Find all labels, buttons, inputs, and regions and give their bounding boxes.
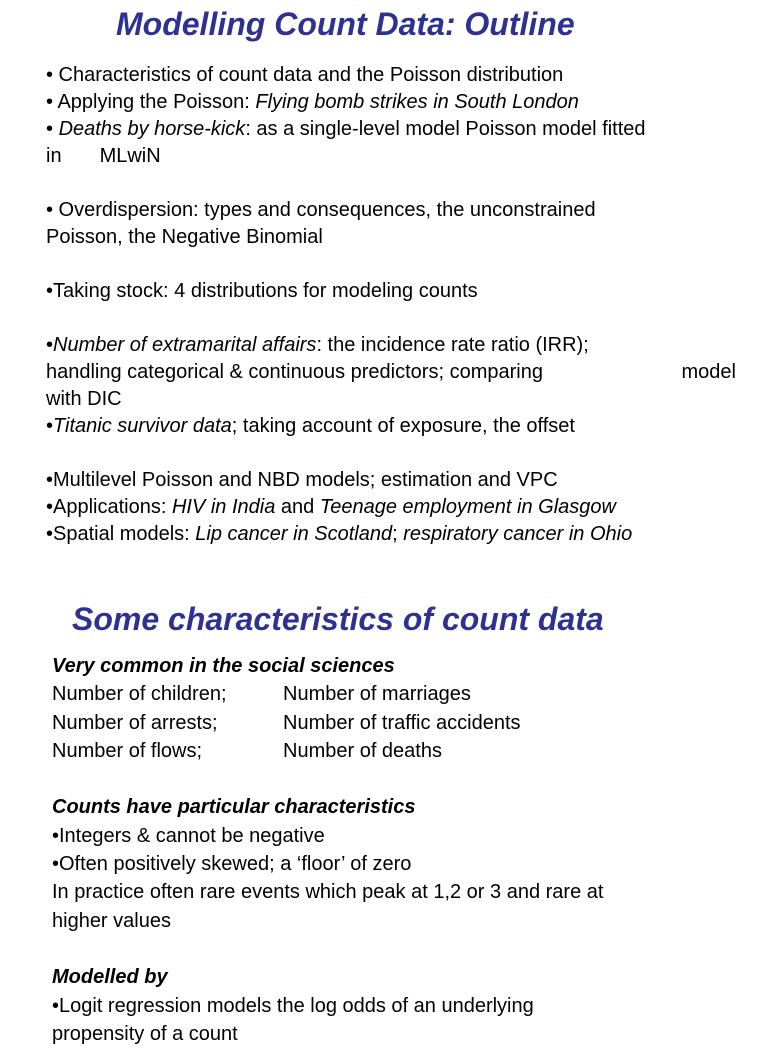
outline-item-bullet: •: [46, 415, 54, 437]
example-right: Number of deaths: [283, 739, 442, 762]
outline-item-example: HIV in India: [171, 496, 276, 518]
outline-item-text: with DIC: [46, 388, 122, 410]
outline-item-horse-kick: [46, 116, 736, 143]
practice-text-cont: higher values: [52, 909, 171, 932]
bullet-logit-cont: propensity of a count: [52, 1022, 238, 1045]
characteristics-title: Some characteristics of count data: [72, 601, 604, 637]
outline-item-text: ;: [392, 523, 404, 545]
outline-item-bullet: •: [46, 334, 54, 356]
outline-item-overdispersion-cont: [46, 224, 736, 251]
outline-item-example: respiratory cancer in Ohio: [403, 523, 633, 545]
outline-item-text: •Applications:: [46, 496, 172, 518]
outline-item-text: • Overdispersion: types and consequences, the unconstrained: [46, 199, 596, 221]
outline-item-text: •Spatial models:: [46, 523, 196, 545]
outline-item-text: and: [275, 496, 320, 518]
counts-heading: Counts have particular characteristics: [52, 796, 416, 819]
outline-item-multilevel: [46, 467, 736, 494]
example-row: [52, 737, 742, 765]
example-row: [52, 709, 742, 737]
outline-item-text: : as a single-level model Poisson model fitted: [245, 118, 646, 140]
outline-item-spatial: [46, 521, 736, 548]
outline-item-affairs: [46, 332, 736, 359]
outline-item-characteristics: [46, 62, 736, 89]
outline-item-text: Poisson, the Negative Binomial: [46, 226, 323, 248]
outline-item-text: MLwiN: [99, 145, 161, 167]
outline-item-text: in: [46, 145, 62, 167]
outline-item-text: model: [681, 361, 736, 383]
outline-item-text: •Multilevel Poisson and NBD models; estimation and VPC: [46, 469, 558, 491]
outline-item-example: Deaths by horse-kick: [58, 118, 246, 140]
outline-item-applying: [46, 89, 736, 116]
outline-item-example: Flying bomb strikes in South London: [255, 91, 579, 113]
common-heading: Very common in the social sciences: [52, 655, 395, 677]
outline-list: [46, 62, 736, 548]
bullet-logit: •Logit regression models the log odds of an underlying: [52, 994, 534, 1017]
outline-item-example: Teenage employment in Glasgow: [319, 496, 616, 518]
modelled-heading: Modelled by: [52, 966, 168, 989]
outline-item-example: Number of extramarital affairs: [53, 334, 317, 356]
outline-item-affairs-cont: [46, 359, 736, 386]
outline-item-horse-kick-cont: [46, 143, 736, 170]
practice-text: In practice often rare events which peak at 1,2 or 3 and rare at: [52, 881, 604, 904]
example-left: Number of flows;: [52, 739, 203, 762]
outline-item-text: ; taking account of exposure, the offset: [231, 415, 575, 437]
outline-item-text: •Taking stock: 4 distributions for modeling counts: [46, 280, 478, 302]
example-left: Number of children;: [52, 683, 227, 706]
bullet-skewed: •Often positively skewed; a ‘floor’ of zero: [52, 853, 412, 876]
bullet-integers: •Integers & cannot be negative: [52, 824, 325, 847]
characteristics-body: [52, 652, 742, 1048]
outline-item-bullet: •: [46, 118, 59, 140]
outline-item-applications: [46, 494, 736, 521]
outline-item-example: Titanic survivor data: [53, 415, 232, 437]
outline-item-titanic: [46, 413, 736, 440]
outline-item-text: • Applying the Poisson:: [46, 91, 256, 113]
example-left: Number of arrests;: [52, 711, 218, 734]
outline-item-text: : the incidence rate ratio (IRR);: [316, 334, 589, 356]
outline-item-example: Lip cancer in Scotland: [195, 523, 393, 545]
example-right: Number of marriages: [283, 683, 471, 706]
outline-item-taking-stock: [46, 278, 736, 305]
outline-item-text: handling categorical & continuous predictors; comparing: [46, 361, 543, 383]
outline-item-affairs-cont2: [46, 386, 736, 413]
example-row: [52, 680, 742, 708]
outline-item-overdispersion: [46, 197, 736, 224]
outline-item-text: • Characteristics of count data and the Poisson distribution: [46, 64, 564, 86]
example-right: Number of traffic accidents: [283, 711, 521, 734]
outline-title: Modelling Count Data: Outline: [116, 6, 575, 42]
